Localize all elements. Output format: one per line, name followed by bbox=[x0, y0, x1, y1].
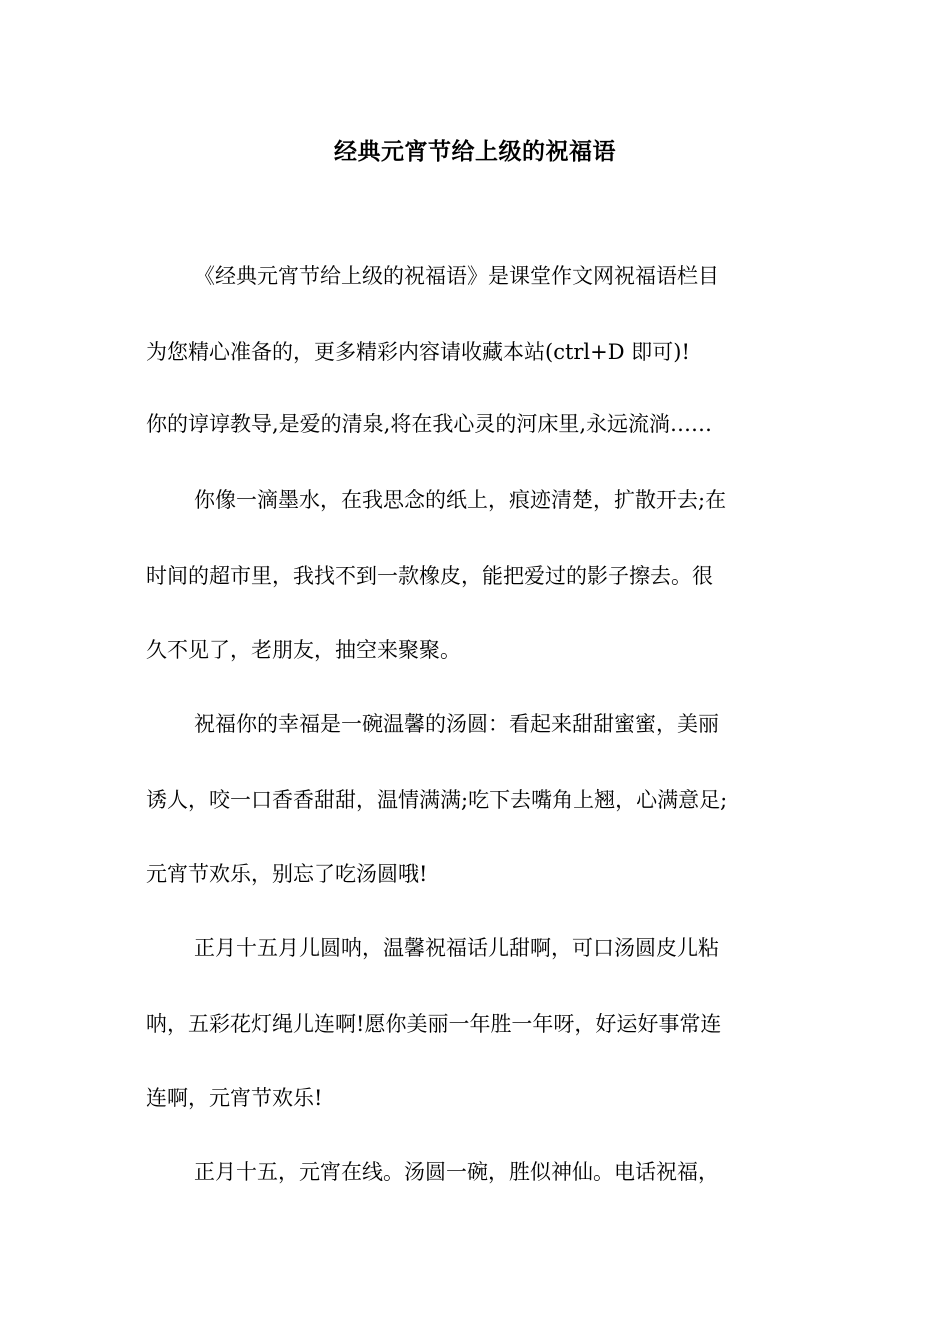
paragraph-line: 正月十五，元宵在线。汤圆一碗，胜似神仙。电话祝福， bbox=[194, 1160, 719, 1184]
paragraph-line: 你像一滴墨水，在我思念的纸上，痕迹清楚，扩散开去;在 bbox=[194, 488, 727, 512]
paragraph-line: 你的谆谆教导,是爱的清泉,将在我心灵的河床里,永远流淌…… bbox=[146, 412, 713, 436]
paragraph-line: 久不见了，老朋友，抽空来聚聚。 bbox=[146, 638, 461, 662]
document-title: 经典元宵节给上级的祝福语 bbox=[334, 139, 616, 165]
paragraph-line: 《经典元宵节给上级的祝福语》是课堂作文网祝福语栏目 bbox=[194, 264, 719, 288]
paragraph-line: 正月十五月儿圆呐，温馨祝福话儿甜啊，可口汤圆皮儿粘 bbox=[194, 936, 719, 960]
paragraph-line: 为您精心准备的，更多精彩内容请收藏本站(ctrl+D 即可)! bbox=[146, 340, 690, 364]
paragraph-line: 元宵节欢乐，别忘了吃汤圆哦! bbox=[146, 862, 428, 886]
paragraph-line: 连啊，元宵节欢乐! bbox=[146, 1086, 323, 1110]
paragraph-line: 时间的超市里，我找不到一款橡皮，能把爱过的影子擦去。很 bbox=[146, 564, 713, 588]
paragraph-line: 呐，五彩花灯绳儿连啊!愿你美丽一年胜一年呀，好运好事常连 bbox=[146, 1012, 722, 1036]
paragraph-line: 诱人，咬一口香香甜甜，温情满满;吃下去嘴角上翘，心满意足; bbox=[146, 788, 728, 812]
paragraph-line: 祝福你的幸福是一碗温馨的汤圆：看起来甜甜蜜蜜，美丽 bbox=[194, 712, 719, 736]
